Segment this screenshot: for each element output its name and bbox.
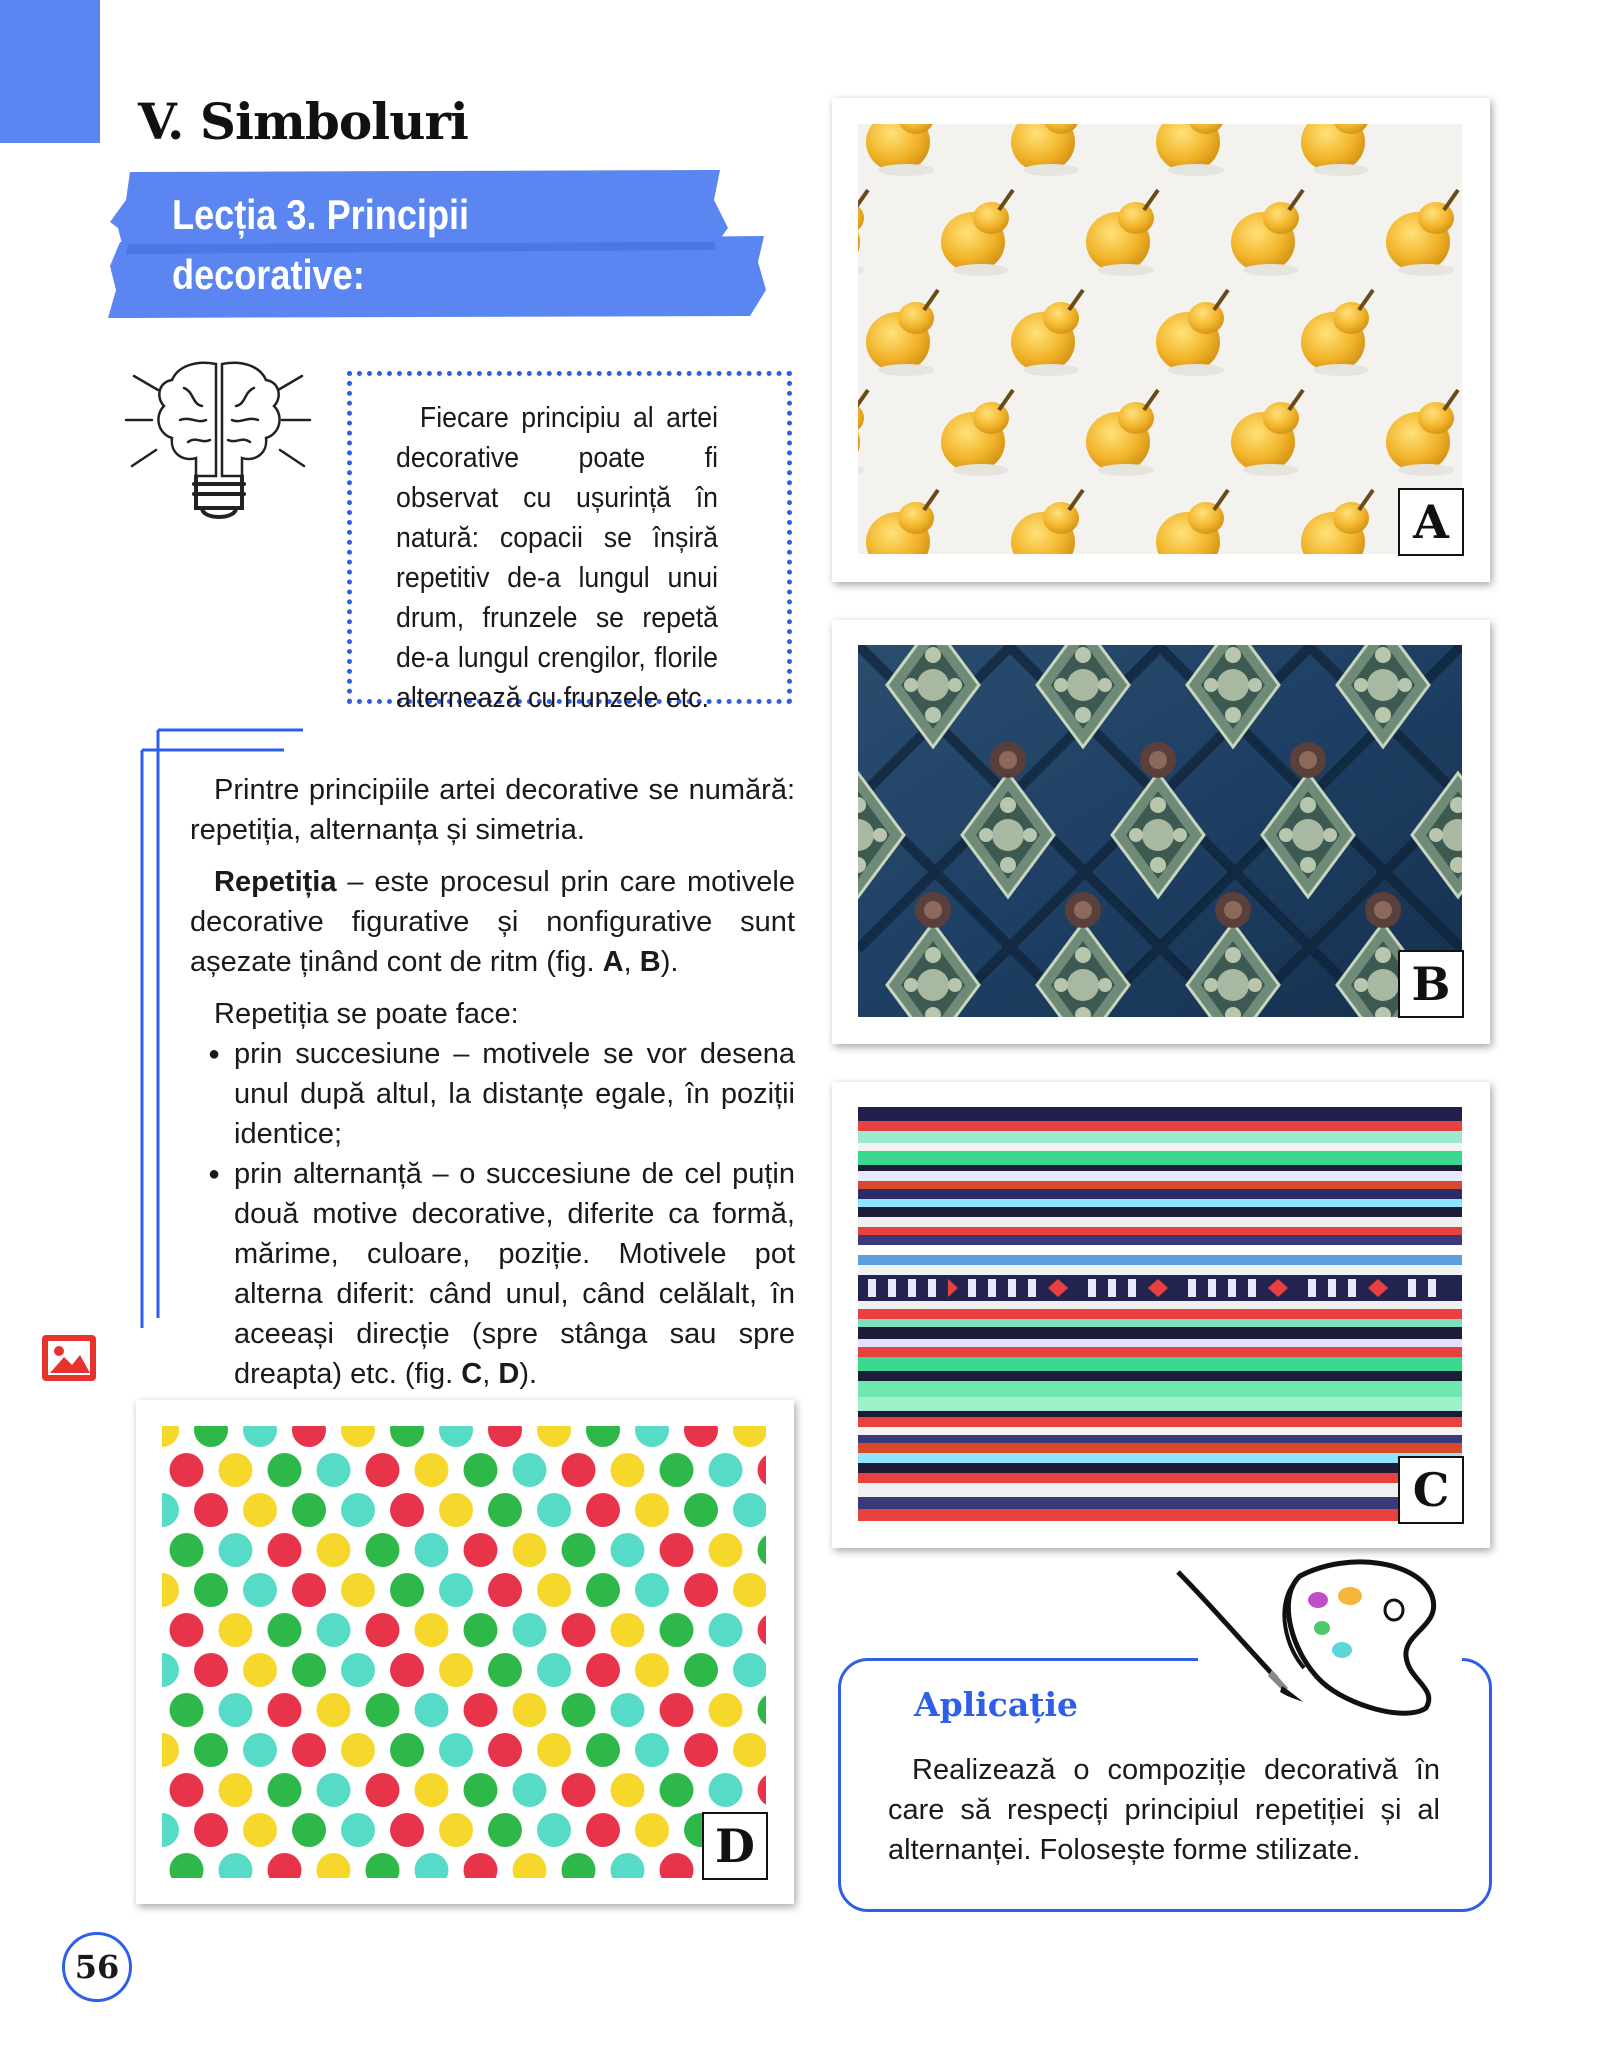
polka-dot: [733, 1573, 766, 1607]
polka-dot: [439, 1733, 473, 1767]
polka-dot: [194, 1653, 228, 1687]
info-box-text: [396, 398, 718, 718]
polka-dot: [537, 1573, 571, 1607]
bullet2-text: prin alternanță – o succesiune de cel puțin două motive decorative, diferite ca formă, mărime, culoare, poziție. Motivele pot alterna diferit: când unul, când celălalt, în aceeași direcție (spre stânga sau spre dreapta) etc. (fig.: [234, 1158, 795, 1390]
polka-dot: [268, 1773, 302, 1807]
polka-dot: [562, 1453, 596, 1487]
polka-dot: [268, 1693, 302, 1727]
chapter-corner-tab: [0, 0, 100, 143]
lesson-title-line2: repetiția, alternanța, simetria: [172, 311, 664, 358]
polka-dot: [733, 1493, 766, 1527]
polka-dot: [464, 1453, 498, 1487]
polka-dot: [635, 1733, 669, 1767]
polka-dot: [439, 1493, 473, 1527]
figure-c-label: C: [1398, 1456, 1464, 1524]
polka-dot: [611, 1773, 645, 1807]
polka-dot: [586, 1653, 620, 1687]
polka-dot: [341, 1733, 375, 1767]
polka-dot: [194, 1733, 228, 1767]
polka-dot: [709, 1533, 743, 1567]
polka-dot: [709, 1453, 743, 1487]
polka-dot: [464, 1533, 498, 1567]
polka-dot: [611, 1533, 645, 1567]
polka-dot: [464, 1773, 498, 1807]
polka-dot: [268, 1453, 302, 1487]
polka-dot: [635, 1813, 669, 1847]
polka-dot: [366, 1773, 400, 1807]
polka-dot: [415, 1693, 449, 1727]
polka-dot: [194, 1573, 228, 1607]
polka-dot: [390, 1653, 424, 1687]
fig-ref-a: A: [602, 946, 624, 978]
polka-dot: [219, 1613, 253, 1647]
fig-ref-end: ).: [660, 946, 679, 978]
polka-dot: [513, 1693, 547, 1727]
lesson-title-line1: Lecția 3. Principii decorative:: [172, 191, 470, 298]
polka-dot: [611, 1613, 645, 1647]
paintbrush-icon: [1176, 1570, 1306, 1704]
polka-dot: [317, 1533, 351, 1567]
polka-dot: [513, 1613, 547, 1647]
polka-dot: [243, 1573, 277, 1607]
polka-dot: [219, 1533, 253, 1567]
polka-dot: [219, 1453, 253, 1487]
polka-dot: [366, 1693, 400, 1727]
polka-dot: [366, 1613, 400, 1647]
polka-dot: [317, 1613, 351, 1647]
polka-dot: [537, 1653, 571, 1687]
polka-dot: [537, 1813, 571, 1847]
figure-d-label: D: [702, 1812, 768, 1880]
polka-dot: [660, 1773, 694, 1807]
repetitia-term: Repetiția: [214, 866, 337, 898]
polka-dot: [464, 1613, 498, 1647]
polka-dot: [488, 1573, 522, 1607]
polka-dot: [415, 1773, 449, 1807]
polka-dot: [243, 1653, 277, 1687]
polka-dot: [341, 1573, 375, 1607]
repetition-list: [190, 1034, 795, 1394]
polka-dot: [341, 1493, 375, 1527]
polka-dot: [660, 1533, 694, 1567]
polka-dot: [194, 1493, 228, 1527]
list-item: [234, 1154, 795, 1394]
polka-dot: [390, 1733, 424, 1767]
fig-ref-b: B: [639, 946, 661, 978]
polka-dot: [170, 1613, 204, 1647]
figure-a-image: [858, 124, 1462, 554]
polka-dot: [415, 1453, 449, 1487]
polka-dot: [562, 1613, 596, 1647]
polka-dot: [513, 1533, 547, 1567]
figure-b-label: B: [1398, 950, 1464, 1018]
brain-bulb-icon: [122, 358, 314, 538]
polka-dot: [709, 1613, 743, 1647]
polka-dot: [243, 1493, 277, 1527]
polka-dot: [170, 1773, 204, 1807]
polka-dot: [586, 1733, 620, 1767]
polka-dot: [292, 1813, 326, 1847]
polka-dot: [733, 1733, 766, 1767]
polka-dot: [317, 1453, 351, 1487]
polka-dot: [341, 1813, 375, 1847]
polka-dot: [562, 1693, 596, 1727]
repetitia-definition: – este procesul prin care motivele decorative figurative și nonfigurative sunt așezate ținând cont de ritm (fig.: [190, 866, 795, 978]
polka-dot: [586, 1573, 620, 1607]
polka-dot: [635, 1653, 669, 1687]
repetitia-how: Repetiția se poate face:: [214, 998, 519, 1030]
polka-dot: [170, 1453, 204, 1487]
polka-dot: [439, 1813, 473, 1847]
polka-dot: [292, 1733, 326, 1767]
polka-dot: [219, 1773, 253, 1807]
polka-dot: [292, 1573, 326, 1607]
polka-dot: [709, 1693, 743, 1727]
polka-dot: [537, 1733, 571, 1767]
polka-dot: [709, 1773, 743, 1807]
main-text: [190, 770, 795, 1394]
polka-dot: [439, 1573, 473, 1607]
polka-dot: [660, 1453, 694, 1487]
intro-paragraph: Printre principiile artei decorative se numără: repetiția, alternanța și simetria.: [190, 774, 795, 846]
polka-dot: [513, 1773, 547, 1807]
polka-dot: [562, 1533, 596, 1567]
polka-dot: [611, 1693, 645, 1727]
polka-dot: [292, 1493, 326, 1527]
polka-dot: [488, 1493, 522, 1527]
polka-dot: [660, 1693, 694, 1727]
fig-ref-c: C: [461, 1358, 483, 1390]
polka-dot: [635, 1573, 669, 1607]
polka-dot: [562, 1773, 596, 1807]
polka-dot: [635, 1493, 669, 1527]
polka-dot: [611, 1453, 645, 1487]
list-item: ● prin succesiune – motivele se vor desena unul după altul, la distanțe egale, în poziții identice;: [234, 1034, 795, 1154]
polka-dot: [366, 1533, 400, 1567]
aplicatie-text: [888, 1750, 1440, 1870]
chapter-title: V. Simboluri: [138, 92, 468, 151]
polka-dot: [390, 1573, 424, 1607]
image-icon[interactable]: [42, 1335, 96, 1381]
polka-dot: [243, 1813, 277, 1847]
polka-dot: [268, 1533, 302, 1567]
polka-dot: [415, 1533, 449, 1567]
figure-a-label: A: [1398, 488, 1464, 556]
polka-dot: [488, 1653, 522, 1687]
lesson-title: [172, 185, 671, 365]
polka-dot: [366, 1453, 400, 1487]
polka-dot: [488, 1733, 522, 1767]
polka-dot: [488, 1813, 522, 1847]
polka-dot: [415, 1613, 449, 1647]
aplicatie-title: Aplicație: [914, 1685, 1079, 1724]
fig-ref-end: ).: [519, 1358, 538, 1390]
polka-dot: [390, 1813, 424, 1847]
polka-dot: [194, 1813, 228, 1847]
repetitia-paragraph: [190, 862, 795, 982]
polka-dot: [586, 1813, 620, 1847]
fig-ref-sep: ,: [482, 1358, 499, 1390]
info-text: Fiecare principiu al artei decorative poate fi observat cu ușurință în natură: copacii se înșiră repetitiv de-a lungul unui drum, frunzele se repetă de-a lungul crengilor, florile alternează cu frunzele etc.: [396, 402, 718, 714]
polka-dot: [268, 1613, 302, 1647]
page-number: 56: [62, 1932, 132, 2002]
polka-dot: [684, 1493, 718, 1527]
polka-dot: [317, 1693, 351, 1727]
polka-dot: [243, 1733, 277, 1767]
polka-dot: [292, 1653, 326, 1687]
polka-dot: [660, 1613, 694, 1647]
polka-dot: [733, 1653, 766, 1687]
polka-dot: [513, 1453, 547, 1487]
polka-dot: [170, 1533, 204, 1567]
polka-dot: [170, 1693, 204, 1727]
aplicatie-instructions: Realizează o compoziție decorativă în care să respecți principiul repetiției și al alternanței. Folosește forme stilizate.: [888, 1754, 1440, 1866]
polka-dot: [439, 1653, 473, 1687]
polka-dot: [684, 1653, 718, 1687]
polka-dot: [537, 1493, 571, 1527]
polka-dot: [390, 1493, 424, 1527]
figure-d-image: [162, 1426, 766, 1878]
polka-dot: [219, 1693, 253, 1727]
figure-b-image: [858, 645, 1462, 1017]
polka-dot: [586, 1493, 620, 1527]
stripe-pattern: [858, 1107, 1462, 1521]
figure-c-image: [858, 1107, 1462, 1521]
fig-ref-sep: ,: [623, 946, 640, 978]
polka-dot: [464, 1693, 498, 1727]
polka-dot: [317, 1773, 351, 1807]
fig-ref-d: D: [498, 1358, 520, 1390]
polka-dot: [341, 1653, 375, 1687]
polka-dot: [684, 1733, 718, 1767]
polka-dot: [684, 1573, 718, 1607]
